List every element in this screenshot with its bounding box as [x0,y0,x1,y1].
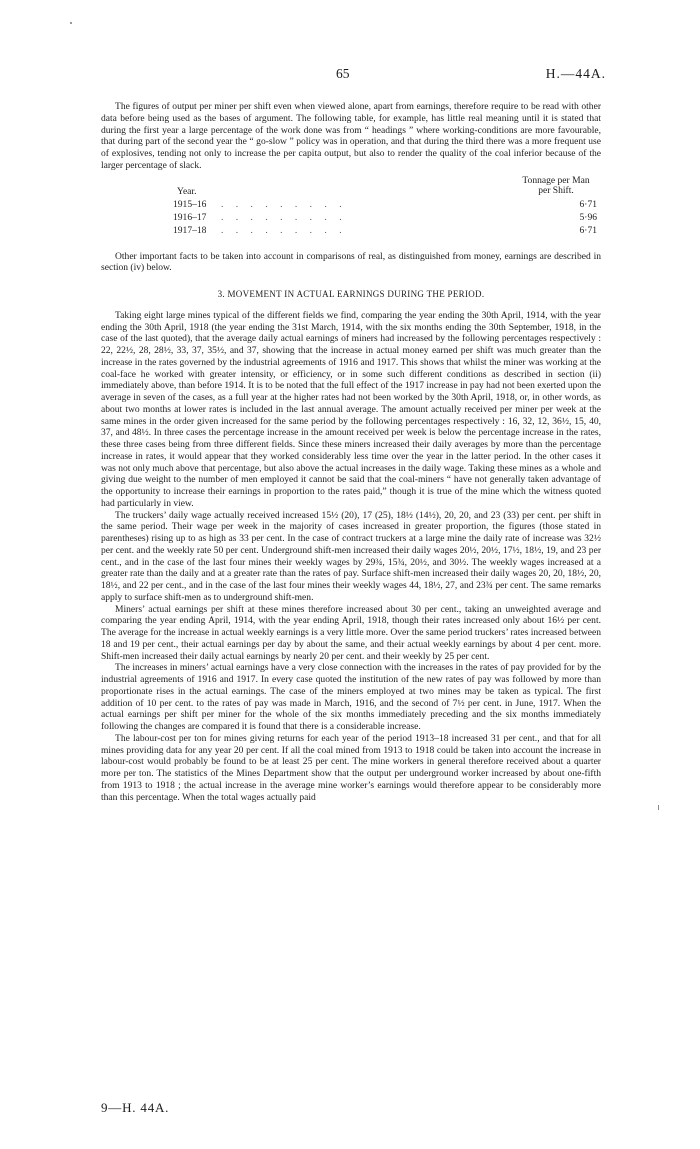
paragraph-truckers: The truckers’ daily wage actually received increased 15½ (20), 17 (25), 18½ (14½), 20, 20, and 23 (33) per cent. per shift in the same period. Their wage per week in the majority of cases increased in greater proportion, the figures (those stated in parentheses) rising up to as high as 33 per cent. In the case of contract truckers at a large mine the daily rate of increase was 32½ per cent. and the weekly rate 50 per cent. Underground shift-men increased their daily wages 20½, 20½, 17½, 18½, 19, and 23 per cent., and in the case of the last four mines their weekly wages by 29¾, 15¾, 20½, and 30½. The weekly wages increased at a greater rate than the daily and at a greater rate than the rates of pay. Surface shift-men increased their daily wages 20, 20, 18½, 20, 18½, and 22 per cent., and in the case of the last four mines their weekly wages 44, 18½, 27, and 23¾ per cent. The same remarks apply to surface shift-men as to underground shift-men. [101,509,601,603]
scan-mark [658,805,659,810]
table-row-leader: . . . . . . . . . [221,198,347,210]
scan-speck [70,22,72,24]
table-row-year: 1917–18 [173,224,207,236]
table-row [173,225,599,237]
table-row [173,212,599,224]
paragraph-agreements: The increases in miners’ actual earnings have a very close connection with the increases in the rates of pay provided for by the industrial agreements of 1916 and 1917. In every case quoted the institution of the new rates of pay was followed by more than proportionate rises in the actual earnings. The case of the miners employed at two mines may be taken as typical. The first addition of 10 per cent. to the rates of pay was made in March, 1916, and the second of 7½ per cent. in June, 1917. When the actual earnings per shift per miner for the whole of the six months immediately preceding and the six months immediately following the changes are compared it is found that there is a considerable increase. [101,662,601,732]
table-header-tonnage-line2: per Shift. [538,184,574,196]
table-row-leader: . . . . . . . . . [221,211,347,223]
page-footer-signature: 9—H. 44A. [101,1100,170,1115]
tonnage-table [101,176,601,248]
table-row-value: 6·71 [579,224,597,236]
document-reference: H.—44A. [545,66,606,81]
paragraph-real-earnings: Other important facts to be taken into account in comparisons of real, as distinguished from money, earnings are described in section (iv) below. [101,250,601,274]
table-header-tonnage-line1: Tonnage per Man [522,174,590,186]
page-header [0,66,700,82]
table-row-value: 5·96 [579,211,597,223]
paragraph-miners-earnings: Miners’ actual earnings per shift at these mines therefore increased about 30 per cent., taking an unweighted average and comparing the year ending April, 1914, with the year ending April, 1918, though their rates increased only about 16½ per cent. The average for the increase in actual weekly earnings is a very little more. Over the same period truckers’ rates increased between 18 and 19 per cent., their actual earnings per day by about the same, and their actual weekly earnings by about 4 per cent. more. Shift-men increased their daily actual earnings by nearly 20 per cent. and their weekly by 25 per cent. [101,603,601,662]
paragraph-labour-cost: The labour-cost per ton for mines giving returns for each year of the period 1913–18 increased 31 per cent., and that for all mines providing data for any year 20 per cent. If all the coal mined from 1913 to 1918 could be taken into account the increase in labour-cost would probably be found to be at least 25 per cent. The mine workers in general therefore received about a quarter more per ton. The statistics of the Mines Department show that the output per underground worker increased by about one-fifth from 1913 to 1918 ; the actual increase in the average mine worker’s earnings would therefore appear to be considerably more than this percentage. When the total wages actually paid [101,732,601,803]
paragraph-eight-mines: Taking eight large mines typical of the different fields we find, comparing the year ending the 30th April, 1914, with the year ending the 30th April, 1918 (the year ending the 31st March, 1914, with the six months ending the 30th September, 1918, in the case of the last quoted), that the average daily actual earnings of miners had increased by the following percentages respectively : 22, 22½, 28, 28½, 33, 37, 35½, and 37, showing that the increase in actual money earned per shift was much greater than the increase in the rates governed by the industrial agreements of 1916 and 1917. This shows that whilst the miner was working at the coal-face he worked with greater intensity, or efficiency, or in some such different conditions as described in section (ii) immediately above, than before 1914. It is to be noted that the full effect of the 1917 increase in pay had not been exerted upon the average in seven of the cases, as a full year at the higher rates had not been worked by the 30th April, 1918, or, in other words, as about two months at lower rates is included in the last annual average. The amount actually received per miner per week at the same mines in the order given increased for the same period by the following percentages respectively : 16, 32, 12, 36½, 15, 40, 37, and 48½. In three cases the percentage increase in the amount received per week is below the percentage increase in the rates, these three cases being from three different fields. Since these miners increased their daily averages by more than the percentage increase in rates, it would appear that they worked considerably less time over the year in the latter period. In the other cases it was not only much above that percentage, but also above the actual increases in the daily wage. Taking these mines as a whole and giving due weight to the number of men employed it cannot be said that the coal-miners “ have not generally taken advantage of the opportunity to increase their earnings in proportion to the rates paid,” though it is true of the mine which the witness quoted had particularly in view. [101,309,601,509]
table-header-tonnage [513,176,599,196]
table-row [173,199,599,211]
paragraph-output-figures: The figures of output per miner per shift even when viewed alone, apart from earnings, therefore require to be read with other data before being used as the bases of argument. The following table, for example, has little real meaning until it is stated that during the first year a large percentage of the work done was from “ headings ” where working-conditions are more favourable, that during part of the second year the “ go-slow ” policy was in operation, and that during the third there was a more frequent use of explosives, tending not only to increase the per capita output, but also to render the quality of the coal inferior because of the larger percentage of slack. [101,101,601,171]
table-row-value: 6·71 [579,198,597,210]
page-body [101,101,601,803]
table-row-leader: . . . . . . . . . [221,224,347,236]
table-header-year: Year. [177,185,197,197]
table-row-year: 1916–17 [173,211,207,223]
section-heading: 3. MOVEMENT IN ACTUAL EARNINGS DURING THE PERIOD. [217,289,485,299]
table-row-year: 1915–16 [173,198,207,210]
page-number: 65 [336,66,350,81]
